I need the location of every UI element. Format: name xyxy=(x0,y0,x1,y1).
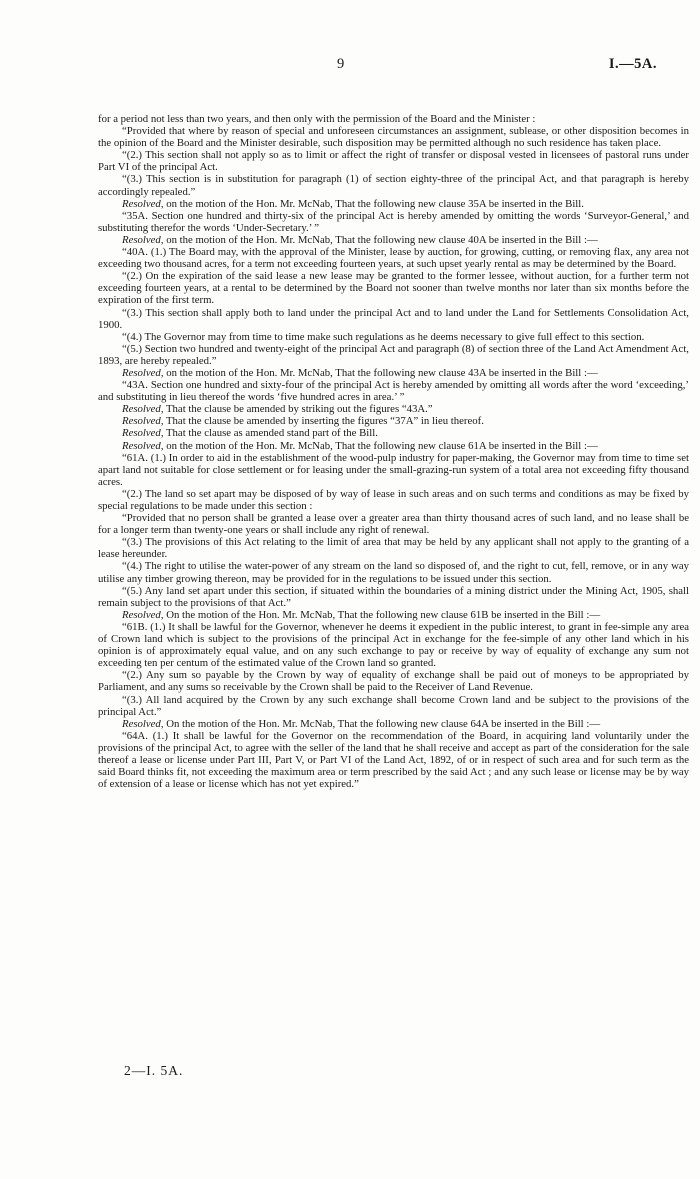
paragraph xyxy=(98,415,689,427)
paragraph xyxy=(98,307,689,331)
paragraph-text: “(2.) On the expiration of the said lease a new lease may be granted to the former lessee, without auction, for a further term not exceeding fourteen years, at a rental to be determined by the Board not sooner than twelve months nor later than six months before the expiration of the first term. xyxy=(98,270,689,307)
paragraph xyxy=(98,718,689,730)
paragraph-text: “(4.) The Governor may from time to time make such regulations as he deems necessary to give full effect to this section. xyxy=(122,330,645,343)
paragraph xyxy=(98,585,689,609)
paragraph xyxy=(98,694,689,718)
paragraph xyxy=(98,452,689,488)
paragraph xyxy=(98,560,689,584)
paragraph-text: , That the clause as amended stand part of the Bill. xyxy=(160,427,378,440)
paragraph-text: “(3.) This section shall apply both to land under the principal Act and to land under the Land for Settlements Consolidation Act, 1900. xyxy=(98,306,689,331)
paper-reference: I.—5A. xyxy=(608,56,657,72)
paragraph-text: “Provided that where by reason of special and unforeseen circumstances an assignment, sublease, or other disposition becomes in the opinion of the Board and the Minister desirable, such disposition may be permitted although no such residence has taken place. xyxy=(98,125,689,150)
resolved-keyword: Resolved xyxy=(122,197,161,210)
paragraph xyxy=(98,270,689,306)
paragraph-text: “(3.) The provisions of this Act relating to the limit of area that may be held by any applicant shall not apply to the granting of a lease hereunder. xyxy=(98,536,689,561)
paragraph-text: “(5.) Section two hundred and twenty-eight of the principal Act and paragraph (8) of section three of the Land Act Amendment Act, 1893, are hereby repealed.” xyxy=(98,342,689,367)
paragraph xyxy=(98,125,689,149)
paragraph xyxy=(98,512,689,536)
paragraph-text: for a period not less than two years, and then only with the permission of the Board and the Minister : xyxy=(98,113,536,125)
resolved-keyword: Resolved xyxy=(122,717,161,730)
paragraph xyxy=(98,609,689,621)
paragraph-text: “(2.) The land so set apart may be disposed of by way of lease in such areas and on such terms and conditions as may be fixed by special regulations to be made under this section : xyxy=(98,487,689,512)
paragraph xyxy=(98,246,689,270)
paragraph-text: “43A. Section one hundred and sixty-four of the principal Act is hereby amended by omitting all words after the word ‘exceeding,’ and substituting in lieu thereof the words ‘five hundred acres in area.’ ” xyxy=(98,379,689,404)
resolved-keyword: Resolved xyxy=(122,403,161,416)
resolved-keyword: Resolved xyxy=(122,439,161,452)
paragraph xyxy=(98,367,689,379)
paragraph-text: , On the motion of the Hon. Mr. McNab, That the following new clause 64A be inserted in the Bill :— xyxy=(160,717,601,730)
resolved-keyword: Resolved xyxy=(122,608,161,621)
body-text xyxy=(98,113,689,790)
paragraph-text: , on the motion of the Hon. Mr. McNab, That the following new clause 43A be inserted in the Bill :— xyxy=(160,366,598,379)
page-number: 9 xyxy=(337,56,345,72)
paragraph xyxy=(98,403,689,415)
paragraph xyxy=(98,113,689,125)
paragraph xyxy=(98,198,689,210)
paragraph-text: “Provided that no person shall be granted a lease over a greater area than thirty thousand acres of such land, and no lease shall be for a longer term than twenty-one years or shall include any right of renewal. xyxy=(98,512,689,537)
paragraph-text: “(2.) Any sum so payable by the Crown by way of equality of exchange shall be paid out of moneys to be appropriated by Parliament, and any sums so receivable by the Crown shall be paid to the Receiver of Land Revenue. xyxy=(98,669,689,694)
resolved-keyword: Resolved xyxy=(122,366,161,379)
paragraph xyxy=(98,488,689,512)
paragraph-text: “(5.) Any land set apart under this section, if situated within the boundaries of a mining district under the Mining Act, 1905, shall remain subject to the provisions of that Act.” xyxy=(98,584,689,609)
page-header xyxy=(0,56,700,76)
paragraph-text: “(3.) This section is in substitution for paragraph (1) of section eighty-three of the principal Act, and that paragraph is hereby accordingly repealed.” xyxy=(98,173,689,198)
paragraph-text: “(3.) All land acquired by the Crown by any such exchange shall become Crown land and be subject to the provisions of the principal Act.” xyxy=(98,693,689,718)
paragraph-text: “61A. (1.) In order to aid in the establishment of the wood-pulp industry for paper-making, the Governor may from time to time set apart land not suitable for close settlement or for leasing under the small-grazing-run system of a total area not exceeding fifty thousand acres. xyxy=(98,451,689,488)
paragraph-text: “(2.) This section shall not apply so as to limit or affect the right of transfer or disposal vested in licensees of pastoral runs under Part VI of the principal Act. xyxy=(98,149,689,174)
paragraph xyxy=(98,331,689,343)
paragraph-text: “64A. (1.) It shall be lawful for the Governor on the recommendation of the Board, in acquiring land voluntarily under the provisions of the principal Act, to agree with the seller of the land that he shall receive and accept as part of the consideration for the sale thereof a lease or license under Part III, Part V, or Part VI of the Land Act, 1892, of or in respect of such area and for such term as the said Board thinks fit, not exceeding the maximum area or term prescribed by the said Act ; and any such lease or license may be by way of extension of a lease or license which has not yet expired.” xyxy=(98,729,689,791)
resolved-keyword: Resolved xyxy=(122,427,161,440)
sheet-signature: 2—I. 5A. xyxy=(124,1063,184,1078)
paragraph xyxy=(98,343,689,367)
paragraph-text: , on the motion of the Hon. Mr. McNab, That the following new clause 35A be inserted in the Bill. xyxy=(160,197,584,210)
paragraph xyxy=(98,379,689,403)
paragraph xyxy=(98,440,689,452)
paragraph-text: “35A. Section one hundred and thirty-six of the principal Act is hereby amended by omitting the words ‘Surveyor-General,’ and substituting therefor the words ‘Under-Secretary.’ ” xyxy=(98,209,689,234)
paragraph-text: “61B. (1.) It shall be lawful for the Governor, whenever he deems it expedient in the public interest, to grant in fee-simple any area of Crown land which is subject to the provisions of the principal Act in exchange for the fee-simple of any other land which in his opinion is of approximately equal value, and on any such exchange to pay or receive by way of equality of exchange any sum not exceeding ten per centum of the estimated value of the Crown land so granted. xyxy=(98,620,689,670)
paragraph xyxy=(98,149,689,173)
paragraph xyxy=(98,210,689,234)
paragraph-text: , on the motion of the Hon. Mr. McNab, That the following new clause 61A be inserted in the Bill :— xyxy=(160,439,598,452)
paragraph xyxy=(98,234,689,246)
paragraph xyxy=(98,536,689,560)
paragraph xyxy=(98,173,689,197)
paragraph xyxy=(98,427,689,439)
paragraph-text: “40A. (1.) The Board may, with the approval of the Minister, lease by auction, for growing, cutting, or removing flax, any area not exceeding two thousand acres, for a term not exceeding fourteen years, at such upset yearly rental as may be determined by the Board. xyxy=(98,246,689,271)
paragraph-text: , That the clause be amended by inserting the figures “37A” in lieu thereof. xyxy=(160,415,484,428)
paragraph-text: , on the motion of the Hon. Mr. McNab, That the following new clause 40A be inserted in the Bill :— xyxy=(160,233,598,246)
paragraph xyxy=(98,669,689,693)
paragraph-text: , That the clause be amended by striking out the figures “43A.” xyxy=(160,403,433,416)
paragraph xyxy=(98,621,689,669)
resolved-keyword: Resolved xyxy=(122,415,161,428)
paragraph-text: , On the motion of the Hon. Mr. McNab, That the following new clause 61B be inserted in the Bill :— xyxy=(160,608,601,621)
paragraph-text: “(4.) The right to utilise the water-power of any stream on the land so disposed of, and the right to cut, fell, remove, or in any way utilise any timber growing thereon, may be provided for in the regulations to be issued under this section. xyxy=(98,560,689,585)
paragraph xyxy=(98,730,689,790)
resolved-keyword: Resolved xyxy=(122,233,161,246)
